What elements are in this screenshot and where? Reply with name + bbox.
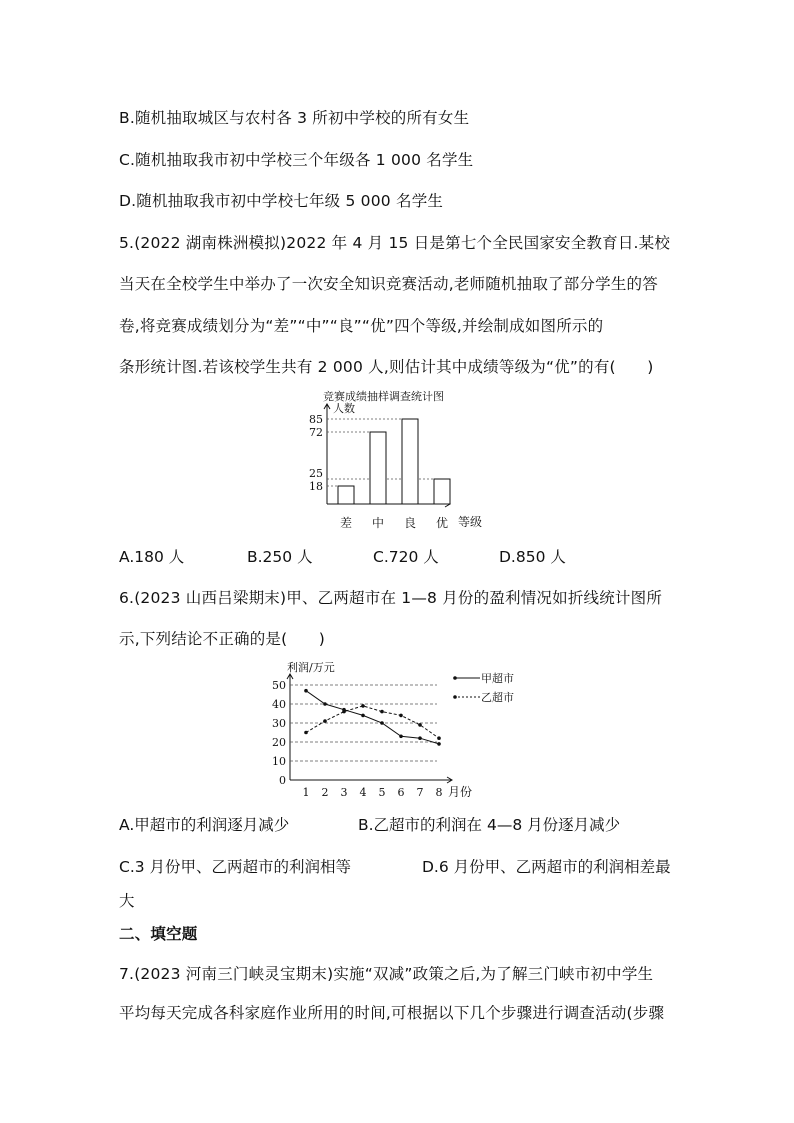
jia-data-point <box>399 735 403 739</box>
line-x-tick-label: 2 <box>321 786 329 799</box>
line-x-tick-label: 3 <box>340 786 348 799</box>
q5-option-a: A.180 人 <box>119 548 185 566</box>
q6-stem-line-2: 示,下列结论不正确的是( ) <box>119 630 326 648</box>
q6-option-a: A.甲超市的利润逐月减少 <box>119 816 290 834</box>
bar-category-label: 中 <box>371 516 385 530</box>
bar-y-tick-label: 18 <box>309 480 323 493</box>
q6-option-b: B.乙超市的利润在 4—8 月份逐月减少 <box>358 816 621 834</box>
yi-data-point <box>361 704 365 708</box>
q6-option-d-continued: 大 <box>119 892 135 910</box>
q5-stem-line-2: 当天在全校学生中举办了一次安全知识竞赛活动,老师随机抽取了部分学生的答 <box>119 275 658 293</box>
bar-y-tick-label: 72 <box>309 426 323 439</box>
bar-xlabel: 等级 <box>458 515 483 529</box>
bar <box>434 479 450 504</box>
q5-stem-line-1: 5.(2022 湖南株洲模拟)2022 年 4 月 15 日是第七个全民国家安全教育日.某校 <box>119 234 671 252</box>
bar <box>402 419 418 504</box>
line-x-tick-label: 1 <box>302 786 310 799</box>
bar-category-label: 优 <box>435 516 449 530</box>
bar <box>338 486 354 504</box>
q4-option-b: B.随机抽取城区与农村各 3 所初中学校的所有女生 <box>119 109 470 127</box>
q4-option-d: D.随机抽取我市初中学校七年级 5 000 名学生 <box>119 192 444 210</box>
line-y-tick-label: 20 <box>272 736 286 749</box>
yi-data-point <box>304 731 308 735</box>
yi-data-point <box>437 736 441 740</box>
jia-series-line <box>306 691 439 744</box>
line-y-tick-label: 10 <box>272 755 286 768</box>
line-chart <box>262 656 538 804</box>
legend-yi-marker <box>453 695 457 699</box>
yi-data-point <box>399 714 403 718</box>
legend-yi-label: 乙超市 <box>481 691 514 704</box>
legend-jia-label: 甲超市 <box>481 672 514 685</box>
jia-data-point <box>418 736 422 740</box>
jia-data-point <box>361 714 365 718</box>
q4-option-c: C.随机抽取我市初中学校三个年级各 1 000 名学生 <box>119 151 474 169</box>
q5-option-b: B.250 人 <box>247 548 313 566</box>
line-y-tick-label: 40 <box>272 698 286 711</box>
line-ylabel: 利润/万元 <box>287 661 335 674</box>
bar-y-tick-label: 25 <box>309 467 323 480</box>
line-y-tick-label: 0 <box>279 774 286 787</box>
q5-option-d: D.850 人 <box>499 548 566 566</box>
legend-jia-marker <box>453 676 457 680</box>
line-x-tick-label: 6 <box>397 786 405 799</box>
q6-option-c: C.3 月份甲、乙两超市的利润相等 <box>119 858 352 876</box>
section-title: 二、填空题 <box>119 925 198 943</box>
yi-data-point <box>323 719 327 723</box>
line-x-tick-label: 4 <box>359 786 367 799</box>
q7-stem-line-1: 7.(2023 河南三门峡灵宝期末)实施“双减”政策之后,为了解三门峡市初中学生 <box>119 965 654 983</box>
q6-option-d: D.6 月份甲、乙两超市的利润相差最 <box>422 858 671 876</box>
line-y-tick-label: 50 <box>272 679 286 692</box>
bar-y-tick-label: 85 <box>309 413 323 426</box>
bar-category-label: 差 <box>339 516 353 530</box>
yi-data-point <box>342 710 346 714</box>
q5-option-c: C.720 人 <box>373 548 439 566</box>
line-xlabel: 月份 <box>448 785 473 799</box>
bar-category-label: 良 <box>403 516 417 530</box>
line-y-tick-label: 30 <box>272 717 286 730</box>
jia-data-point <box>323 702 327 706</box>
bar-chart <box>300 384 500 534</box>
line-x-tick-label: 8 <box>435 786 443 799</box>
yi-data-point <box>418 723 422 727</box>
line-x-tick-label: 5 <box>378 786 386 799</box>
bar-chart-title: 竞赛成绩抽样调查统计图 <box>323 390 444 403</box>
line-x-tick-label: 7 <box>416 786 424 799</box>
q6-stem-line-1: 6.(2023 山西吕梁期末)甲、乙两超市在 1—8 月份的盈利情况如折线统计图所 <box>119 589 663 607</box>
jia-data-point <box>304 689 308 693</box>
q5-stem-line-3: 卷,将竞赛成绩划分为“差”“中”“良”“优”四个等级,并绘制成如图所示的 <box>119 317 604 335</box>
jia-data-point <box>437 742 441 746</box>
bar-ylabel: 人数 <box>333 402 355 415</box>
jia-data-point <box>380 721 384 725</box>
q7-stem-line-2: 平均每天完成各科家庭作业所用的时间,可根据以下几个步骤进行调查活动(步骤 <box>119 1004 665 1022</box>
bar <box>370 432 386 504</box>
q5-stem-line-4: 条形统计图.若该校学生共有 2 000 人,则估计其中成绩等级为“优”的有( ) <box>119 358 654 376</box>
yi-data-point <box>380 710 384 714</box>
